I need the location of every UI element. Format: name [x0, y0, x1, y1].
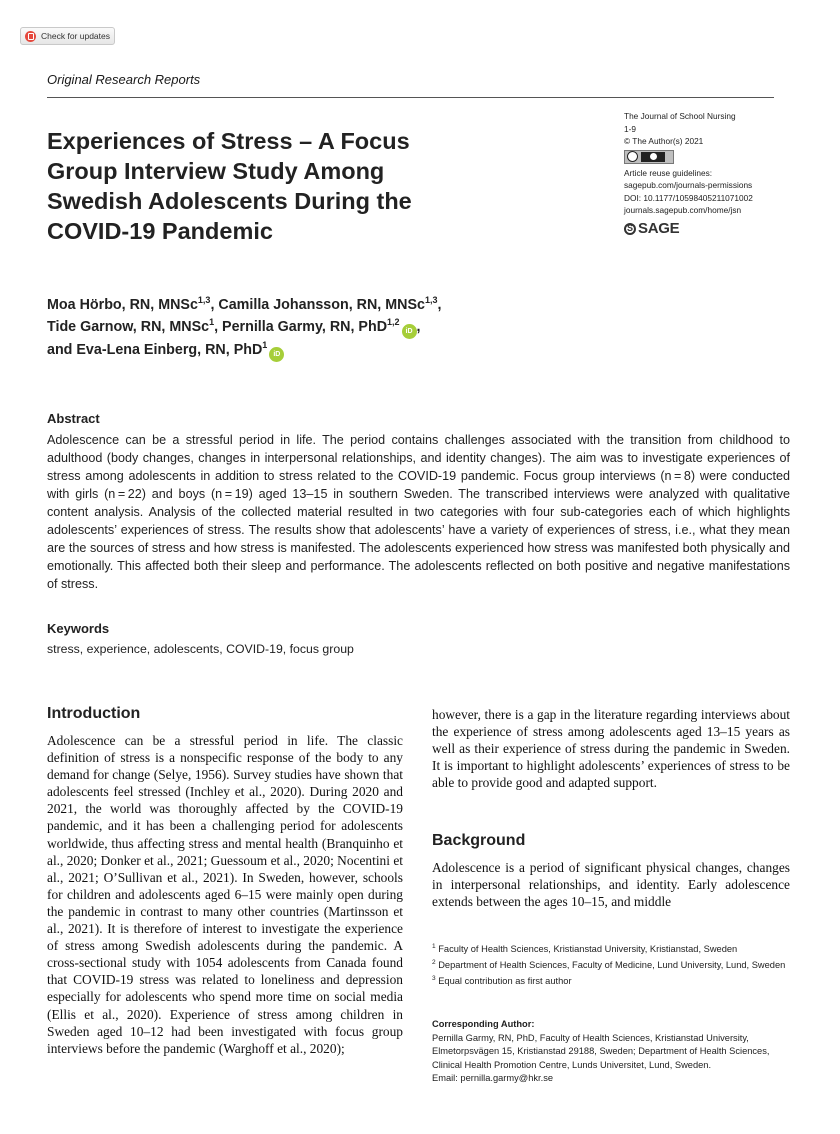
affiliation-number: 2: [432, 959, 436, 967]
article-title: Experiences of Stress – A Focus Group Interview Study Among Swedish Adolescents During the COVID-19 Pandemic: [47, 128, 412, 244]
affiliation-item: [432, 956, 792, 972]
affiliation-item: [432, 972, 792, 988]
affiliation-number: 3: [432, 975, 436, 983]
copyright: © The Author(s) 2021: [624, 136, 704, 146]
sage-logo: [624, 219, 794, 237]
by-icon: [641, 152, 665, 162]
publisher-name: SAGE: [638, 219, 680, 237]
journal-pages: 1-9: [624, 123, 636, 134]
author-list: Moa Hörbo, RN, MNSc$^{1,3}$, Camilla Johansson, RN, MNSc$^{1,3}$, Tide Garnow, RN, MNSc$^1$, Pernilla Garmy, RN, PhD$^{1,2}$iD , and Eva-Lena Einberg, RN, PhD$^1$iD: [47, 294, 607, 362]
corresponding-author: [432, 1018, 792, 1086]
orcid-icon[interactable]: iD: [269, 347, 284, 362]
author-affiliation: 1,2: [387, 317, 400, 328]
keywords-text: stress, experience, adolescents, COVID-19, focus group: [47, 642, 354, 656]
introduction-text: Adolescence can be a stressful period in life. The classic definition of stress is a nonspecific response of the body to any demand for change (Selye, 1956). Survey studies have shown that adolescents feel stressed (Inchley et al., 2020). During 2020 and 2021, the world was thoroughly affected by the COVID-19 pandemic, and it has been a challenging period for adolescents worldwide, thus affecting stress and mental health (Branquinho et al., 2020; Donker et al., 2021; Guessoum et al., 2020; Nocentini et al., 2021; O’Sullivan et al., 2021). In Sweden, however, schools for children and adolescents aged 6–15 were mainly open during the pandemic in contrast to many other countries (Martinsson et al., 2021). It is therefore of interest to investigate the experience of stress among Swedish adolescents during the pandemic. A cross-sectional study with 1054 adolescents from Canada found that COVID-19 stress was related to loneliness and depression especially for adolescents who spend more time on social media (Ellis et al., 2020). Experience of stress among children in Sweden aged 10–12 had been investigated with focus group interviews before the pandemic (Warghoff et al., 2020);: [47, 733, 403, 1056]
affiliations: [432, 940, 792, 988]
author-name: Moa Hörbo, RN, MNSc: [47, 297, 198, 313]
background-text: Adolescence is a period of significant physical changes, changes in interpersonal relationships, and identity. Early adolescence extends between the ages 10–15, and middle: [432, 860, 790, 910]
orcid-icon[interactable]: iD: [402, 324, 417, 339]
journal-meta: [624, 110, 794, 235]
author-name: Pernilla Garmy, RN, PhD: [222, 319, 388, 335]
introduction-heading: Introduction: [47, 705, 141, 722]
report-type: Original Research Reports: [47, 72, 201, 87]
author-affiliation: 1: [209, 317, 215, 328]
doi[interactable]: DOI: 10.1177/10598405211071002: [624, 192, 753, 203]
affiliation-number: 1: [432, 943, 436, 950]
bookmark-icon: [25, 31, 36, 42]
check-for-updates-button[interactable]: [20, 27, 115, 45]
affiliation-text: Equal contribution as first author: [438, 976, 572, 987]
journal-home-link[interactable]: journals.sagepub.com/home/jsn: [624, 205, 742, 215]
author-name: Camilla Johansson, RN, MNSc: [218, 297, 425, 313]
author-name: Eva-Lena Einberg, RN, PhD: [76, 342, 263, 358]
background-heading: Background: [432, 832, 526, 849]
abstract-text: Adolescence can be a stressful period in life. The period contains challenges associated with the transition from childhood to adulthood (body changes, changes in interpersonal relationships, and identity changes). The aim was to investigate experiences of stress among adolescents in addition to stress related to the COVID-19 pandemic. Focus group interviews (n = 8) were conducted with girls (n = 22) and boys (n = 19) aged 13–15 in southern Sweden. The transcribed interviews were analyzed with qualitative content analysis. Analysis of the collected material resulted in two categories with four sub-categories each of which highlights adolescents’ experiences of stress. The results show that adolescents’ have a variety of experiences of stress, i.e., what they mean are the sources of stress and how stress is manifested. The adolescents experienced how stress was manifested both physically and emotionally. This affected both their sleep and performance. The adolescents reflected on both positive and negative manifestations of stress.: [47, 433, 790, 591]
author-affiliation: 1,3: [197, 295, 211, 306]
sage-logo-icon: [624, 223, 636, 235]
author-affiliation: 1: [262, 340, 268, 351]
check-for-updates-label: Check for updates: [41, 31, 110, 41]
author-name: Tide Garnow, RN, MNSc: [47, 319, 210, 335]
affiliation-text: Department of Health Sciences, Faculty of Medicine, Lund University, Lund, Sweden: [438, 960, 786, 971]
abstract-heading: Abstract: [47, 411, 100, 426]
reuse-label: Article reuse guidelines:: [624, 167, 713, 178]
author-prefix: and: [47, 342, 77, 358]
affiliation-text: Faculty of Health Sciences, Kristianstad University, Kristianstad, Sweden: [438, 944, 738, 955]
corresponding-author-text: Pernilla Garmy, RN, PhD, Faculty of Health Sciences, Kristianstad University, Elmetorpsvägen 15, Kristianstad 29188, Sweden; Department of Health Sciences, Clinical Health Promotion Centre, Lunds Universitet, Lund, Sweden.: [432, 1032, 770, 1070]
introduction-continuation-text: however, there is a gap in the literature regarding interviews about the experience of stress among adolescents aged 13–15 years as well as their experience of stress during the pandemic in Sweden. It is important to highlight adolescents’ experiences of stress to be able to provide good and adapted support.: [432, 707, 790, 791]
corresponding-author-email[interactable]: Email: pernilla.garmy@hkr.se: [432, 1073, 554, 1083]
cc-by-license-icon[interactable]: [624, 150, 674, 164]
affiliation-item: [432, 940, 792, 956]
reuse-link[interactable]: sagepub.com/journals-permissions: [624, 180, 753, 190]
cc-icon: [627, 151, 638, 162]
author-affiliation: 1,3: [424, 295, 438, 306]
keywords-heading: Keywords: [47, 621, 110, 636]
journal-name: The Journal of School Nursing: [624, 111, 736, 121]
corresponding-author-heading: Corresponding Author:: [432, 1019, 535, 1029]
header-divider: [47, 97, 774, 98]
